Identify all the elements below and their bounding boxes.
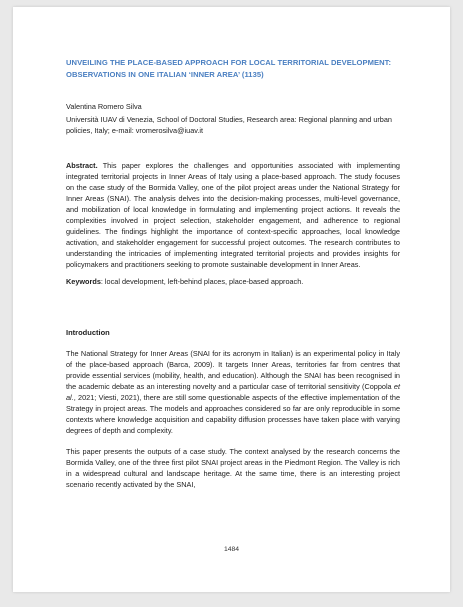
page-number: 1484 (223, 546, 240, 553)
intro-paragraph-1-etal: et al. (66, 382, 400, 402)
keywords-label: Keywords (66, 277, 101, 286)
abstract-text: This paper explores the challenges and opportunities associated with implementing integrated territorial projects in Inner Areas of Italy using a place-based approach. The study focuses on the case study of the Bormida Valley, one of the pilot project areas under the National Strategy for Inner Areas (SNAI). The analysis delves into the decision-making processes, multi-level governance, and mobilization of local knowledge in formulating and implementing project actions. It reveals the complexities involved in project selection, stakeholder engagement, and adherence to regional guidelines. The findings highlight the importance of context-specific approaches, local knowledge activation, and stakeholder engagement for successful project outcomes. The research contributes to understanding the intricacies of implementing integrated territorial projects and provides insights for policymakers and practitioners seeking to promote sustainable development in Inner Areas. (66, 161, 400, 269)
abstract (66, 160, 400, 270)
author-affiliation: Università IUAV di Venezia, School of Doctoral Studies, Research area: Regional planning and urban policies, Italy; e-mail: vromerosilva@iuav.it (66, 115, 392, 135)
author-name: Valentina Romero Silva (66, 102, 142, 111)
intro-paragraph-1-part-2: , 2021; Viesti, 2021), there are still some questionable aspects of the effective implementation of the Strategy in project areas. The models and approaches considered so far are only reproducible in some contexts where knowledge acquisition and capability diffusion processes have taken place with varying degrees of depth and complexity. (66, 393, 400, 435)
intro-paragraph-2: This paper presents the outputs of a case study. The context analysed by the research concerns the Bormida Valley, one of the three first pilot SNAI project areas in the Piedmont Region. The Valley is rich in a widespread cultural and landscape heritage. At the same time, there is an interesting project scenario recently activated by the SNAI, (66, 447, 400, 489)
page-content (66, 57, 400, 490)
intro-paragraph-1 (66, 348, 400, 436)
intro-paragraph-1-part-1: The National Strategy for Inner Areas (SNAI for its acronym in Italian) is an experimental policy in Italy of the place-based approach (Barca, 2009). It targets Inner Areas, territories far from centres that provide essential services (mobility, health, and education). Although the SNAI has been recognised in the academic debate as an interesting novelty and a particular case of territorial sensitivity (Coppola (66, 349, 400, 391)
paper-title: UNVEILING THE PLACE-BASED APPROACH FOR LOCAL TERRITORIAL DEVELOPMENT: OBSERVATIONS IN ONE ITALIAN ‘INNER AREA’ (1135) (66, 58, 392, 79)
document-page (13, 7, 450, 592)
keywords (66, 276, 400, 287)
keywords-text: : local development, left-behind places, place-based approach. (100, 277, 304, 286)
abstract-label: Abstract. (66, 161, 98, 170)
section-heading-introduction: Introduction (66, 328, 110, 337)
